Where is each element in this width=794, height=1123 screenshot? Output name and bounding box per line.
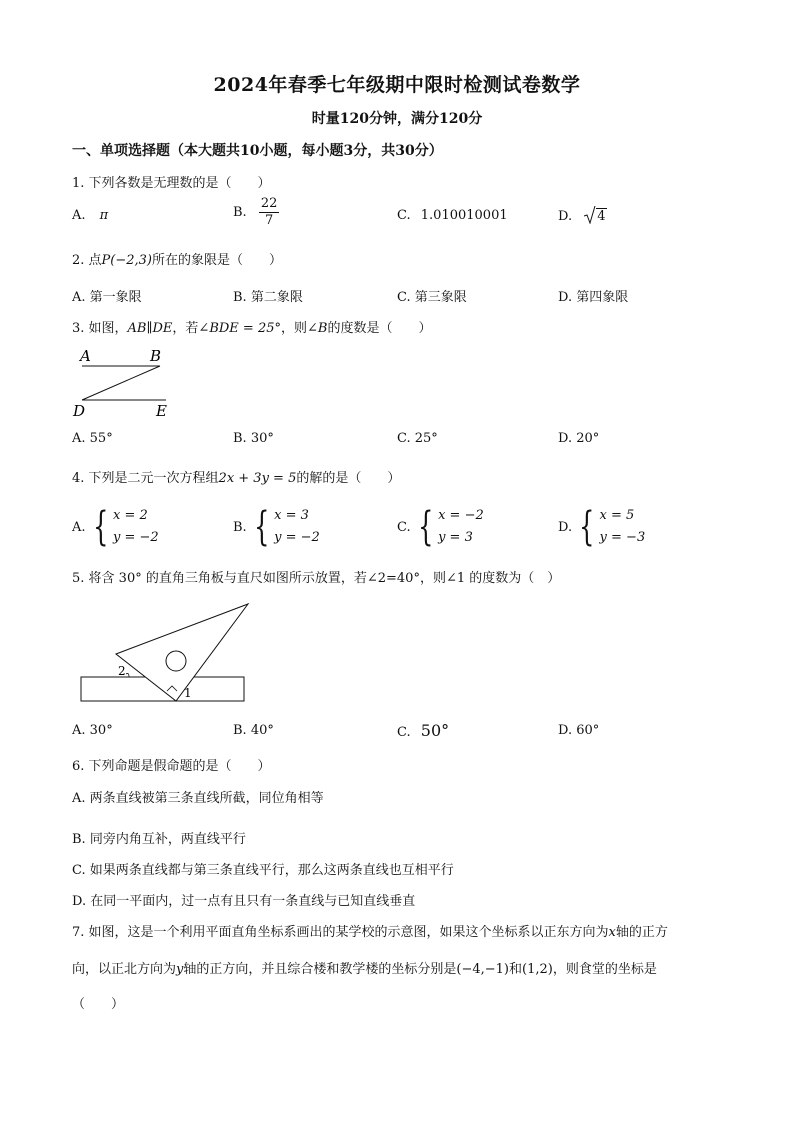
option-value: π — [99, 208, 109, 223]
brace-icon: { — [417, 504, 433, 550]
system-line: y = −2 — [112, 530, 159, 545]
math-expression: ∠B — [307, 321, 328, 336]
option-label: C. — [397, 725, 411, 740]
system-lines — [438, 505, 484, 549]
sqrt-radicand: 4 — [597, 209, 606, 224]
question-1-option-a — [72, 208, 108, 223]
question-2-option-b: B. 第二象限 — [233, 290, 303, 305]
question-5-figure — [78, 602, 250, 706]
math-expression: ∠BDE = 25° — [198, 321, 281, 336]
question-2-option-c: C. 第三象限 — [397, 290, 467, 305]
page-title: 2024年春季七年级期中限时检测试卷数学 — [213, 74, 581, 96]
system-lines — [600, 505, 646, 549]
question-5-stem: 5. 将含 30° 的直角三角板与直尺如图所示放置，若∠2=40°，则∠1 的度数为（ ） — [72, 571, 561, 586]
brace-icon: { — [92, 504, 108, 550]
question-3-option-a: A. 55° — [72, 431, 113, 446]
fraction-numerator: 22 — [260, 196, 278, 211]
option-label: A. — [72, 519, 86, 535]
question-2-stem — [72, 249, 282, 268]
question-2-option-a: A. 第一象限 — [72, 290, 142, 305]
question-1-option-d — [558, 206, 607, 224]
stem-text: ，若 — [172, 321, 199, 336]
stem-text: 的度数是（ ） — [327, 321, 432, 336]
question-7-line-3: （ ） — [72, 997, 125, 1012]
question-1-stem: 1. 下列各数是无理数的是（ ） — [72, 176, 271, 191]
axis-variable: y — [176, 962, 184, 977]
question-7-line-1 — [72, 921, 668, 940]
question-6-option-a: A. 两条直线被第三条直线所截，同位角相等 — [72, 791, 324, 806]
system-line: x = 5 — [599, 508, 635, 523]
stem-text: 2. 点 — [72, 253, 102, 268]
stem-text: 所在的象限是（ ） — [152, 253, 283, 268]
option-label: D. — [558, 209, 573, 224]
stem-text: 3. 如图， — [72, 321, 128, 336]
page-subtitle: 时量120分钟，满分120分 — [311, 111, 483, 127]
stem-text: 轴的正方向，并且综合楼和教学楼的坐标分别是 — [183, 962, 457, 977]
stem-text: 7. 如图，这是一个利用平面直角坐标系画出的某学校的示意图，如果这个坐标系以正东方向为 — [72, 925, 609, 940]
question-4-option-c — [397, 505, 484, 549]
stem-text: ，则 — [280, 321, 307, 336]
question-3-stem — [72, 317, 431, 336]
option-label: B. — [233, 519, 247, 535]
question-2-option-d: D. 第四象限 — [558, 290, 629, 305]
system-line: x = −2 — [438, 508, 484, 523]
option-label: D. — [558, 519, 573, 535]
option-value: 50° — [420, 721, 450, 740]
angle-2-arc — [126, 673, 129, 677]
fraction — [259, 196, 280, 229]
question-3-figure — [70, 345, 180, 420]
angle-2-label: 2 — [118, 664, 126, 678]
question-5-option-c — [397, 721, 449, 740]
angle-1-label: 1 — [184, 686, 192, 700]
point-e-label: E — [156, 402, 167, 420]
point-b-label: B — [150, 347, 162, 365]
question-6-option-d: D. 在同一平面内，过一点有且只有一条直线与已知直线垂直 — [72, 894, 416, 909]
question-7-line-2 — [72, 958, 657, 977]
question-1-option-c — [397, 208, 508, 223]
question-1-option-b — [233, 196, 279, 229]
system-line: x = 2 — [112, 508, 148, 523]
equation: 2x + 3y = 5 — [218, 471, 297, 486]
fraction-denominator: 7 — [264, 213, 274, 228]
math-expression: AB∥DE — [127, 321, 173, 336]
question-6-option-b: B. 同旁内角互补，两直线平行 — [72, 832, 246, 847]
option-label: A. — [72, 208, 86, 223]
question-3-option-d: D. 20° — [558, 431, 600, 446]
stem-text: 向，以正北方向为 — [72, 962, 177, 977]
option-label: B. — [233, 205, 247, 220]
stem-text: 和 — [509, 962, 523, 977]
question-4-option-a — [72, 505, 159, 549]
stem-text: 轴的正方 — [615, 925, 668, 940]
sqrt-expression — [584, 206, 606, 224]
line-bd — [82, 366, 160, 400]
point-expression: P(−2,3) — [101, 253, 153, 268]
system-line: x = 3 — [274, 508, 309, 523]
coordinate-expression: (−4,−1) — [456, 962, 509, 977]
brace-icon: { — [579, 504, 595, 550]
question-4-option-d — [558, 505, 645, 549]
question-5-option-b: B. 40° — [233, 723, 274, 738]
equation-system — [72, 505, 159, 549]
stem-text: ，则食堂的坐标是 — [552, 962, 657, 977]
option-value: 1.010010001 — [420, 208, 508, 223]
question-6-stem: 6. 下列命题是假命题的是（ ） — [72, 759, 271, 774]
question-5-option-d: D. 60° — [558, 723, 600, 738]
question-3-option-b: B. 30° — [233, 431, 274, 446]
option-label: C. — [397, 208, 411, 223]
question-4-stem — [72, 467, 400, 486]
question-4-option-b — [233, 505, 320, 549]
equation-system — [233, 505, 320, 549]
point-a-label: A — [80, 347, 91, 365]
question-5-option-a: A. 30° — [72, 723, 113, 738]
coordinate-expression: (1,2) — [522, 962, 553, 977]
stem-text: 4. 下列是二元一次方程组 — [72, 471, 219, 486]
equation-system — [397, 505, 484, 549]
axis-variable: x — [608, 925, 616, 940]
question-3-option-c: C. 25° — [397, 431, 438, 446]
system-line: y = −2 — [274, 530, 320, 545]
brace-icon: { — [253, 504, 270, 550]
point-d-label: D — [73, 402, 86, 420]
equation-system — [558, 505, 645, 549]
system-lines — [274, 505, 320, 549]
option-label: C. — [397, 519, 411, 535]
system-lines — [113, 505, 159, 549]
section-heading: 一、单项选择题（本大题共10小题，每小题3分，共30分） — [72, 143, 443, 159]
stem-text: 的解的是（ ） — [296, 471, 401, 486]
system-line: y = −3 — [599, 530, 646, 545]
question-6-option-c: C. 如果两条直线都与第三条直线平行，那么这两条直线也互相平行 — [72, 863, 454, 878]
radical-sign-icon — [584, 206, 596, 224]
system-line: y = 3 — [438, 530, 473, 545]
